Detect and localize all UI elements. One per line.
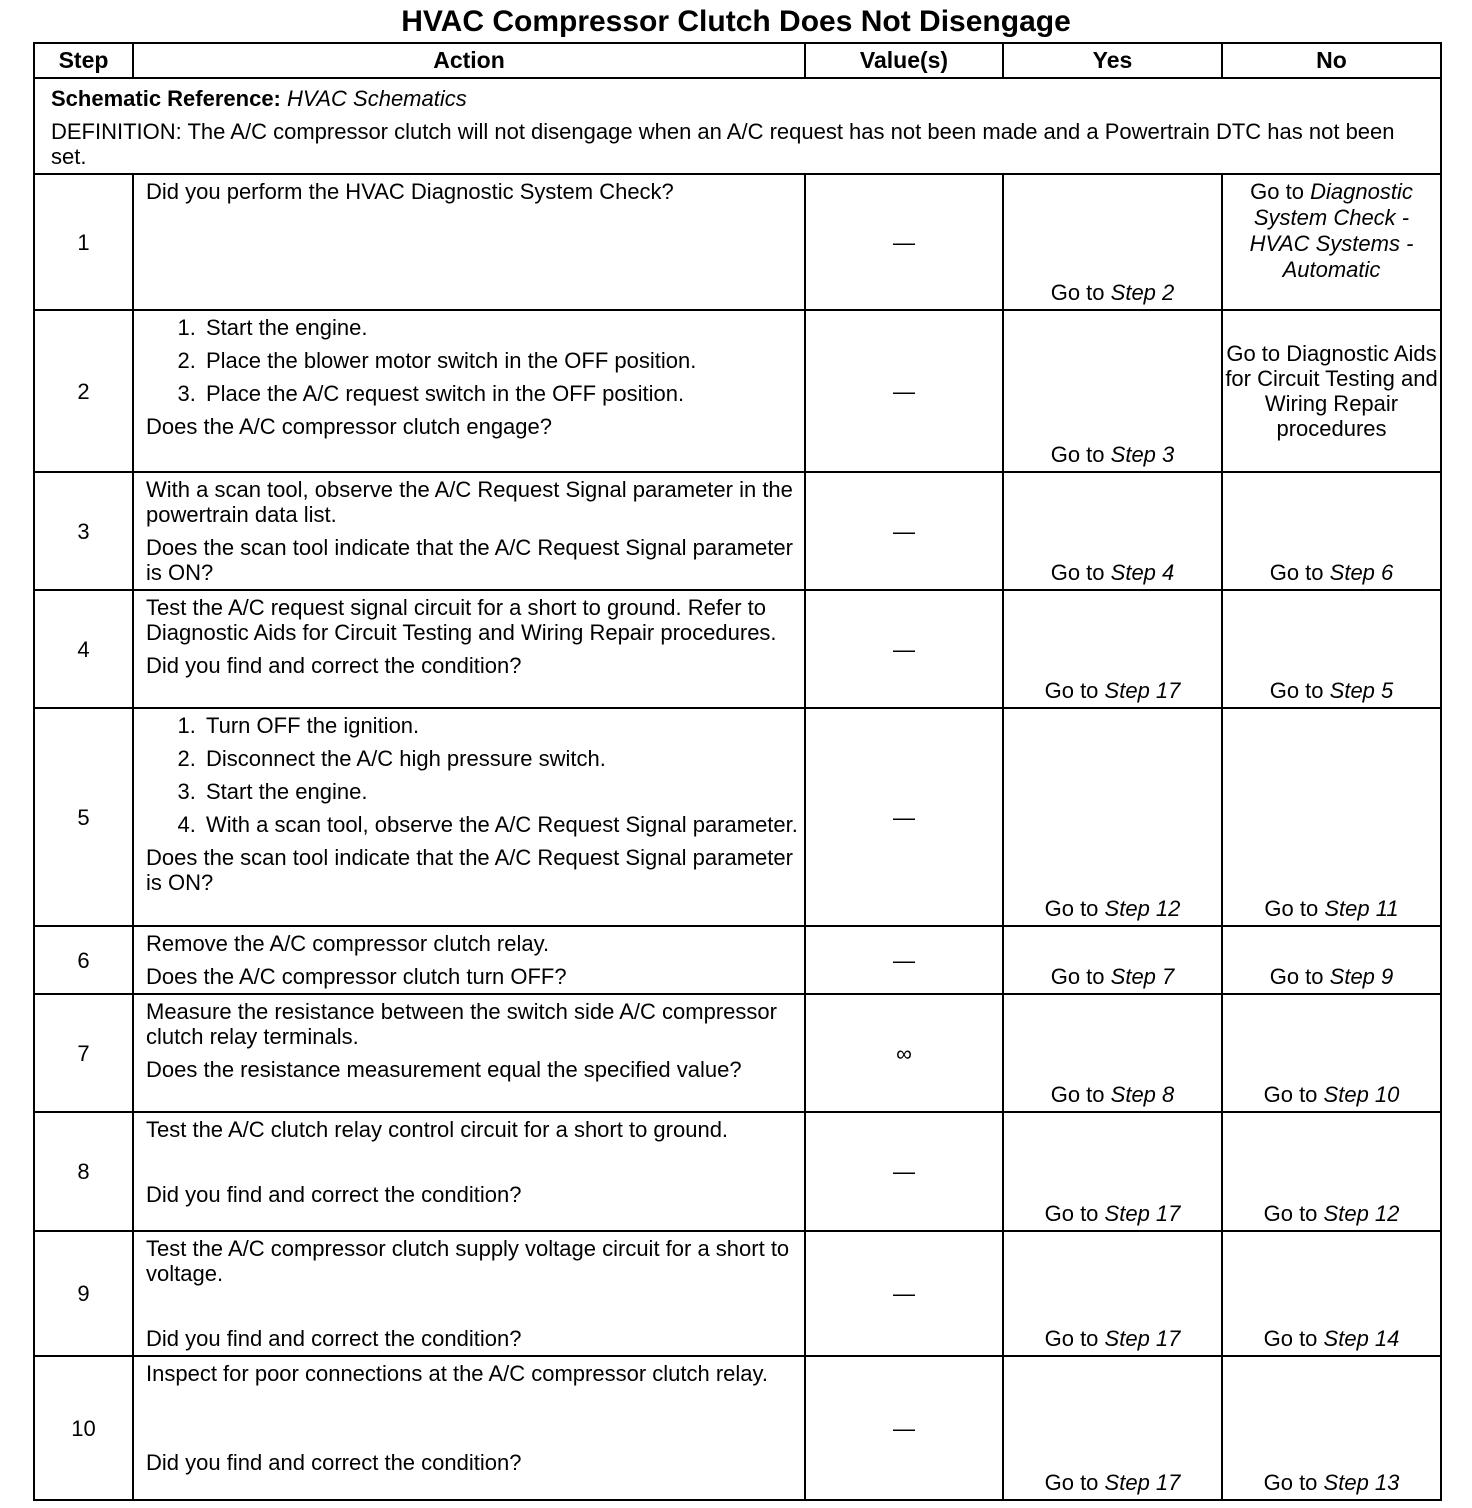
action-line: Measure the resistance between the switch side A/C compressor clutch relay terminals. — [146, 999, 777, 1049]
definition-text: DEFINITION: The A/C compressor clutch will not disengage when an A/C request has not been made and a Powertrain DTC has not been set. — [51, 118, 1395, 169]
action-list — [146, 713, 798, 837]
step-number: 8 — [34, 1112, 133, 1231]
no-step-ref: Step 13 — [1323, 1470, 1400, 1495]
goto-label: Go to — [1050, 280, 1105, 305]
value-cell: — — [805, 310, 1003, 472]
yes-step-ref: Step 17 — [1104, 1201, 1181, 1226]
yes-cell — [1003, 174, 1222, 310]
schematic-reference-link: HVAC Schematics — [287, 85, 467, 111]
table-row — [34, 1231, 1441, 1356]
yes-step-ref: Step 3 — [1110, 442, 1175, 467]
action-line: Test the A/C request signal circuit for a short to ground. Refer to Diagnostic Aids for Circuit Testing and Wiring Repair procedures. — [146, 595, 777, 645]
action-list-item: 3. Place the A/C request switch in the OFF position. — [202, 381, 798, 406]
action-line: With a scan tool, observe the A/C Request Signal parameter in the powertrain data list. — [146, 477, 793, 527]
yes-cell — [1003, 926, 1222, 994]
action-cell — [133, 1231, 805, 1356]
yes-step-ref: Step 4 — [1110, 560, 1175, 585]
no-cell — [1222, 994, 1441, 1112]
no-step-ref: Step 14 — [1323, 1326, 1400, 1351]
action-question: Does the A/C compressor clutch turn OFF? — [146, 964, 567, 989]
yes-cell — [1003, 1356, 1222, 1500]
header-step: Step — [34, 43, 133, 78]
action-question: Did you find and correct the condition? — [146, 653, 522, 678]
action-list-item: 4. With a scan tool, observe the A/C Request Signal parameter. — [202, 812, 798, 837]
action-list-item: 3. Start the engine. — [202, 779, 798, 804]
action-line: Test the A/C compressor clutch supply voltage circuit for a short to voltage. — [146, 1236, 790, 1286]
header-no: No — [1222, 43, 1441, 78]
value-cell: — — [805, 926, 1003, 994]
header-values: Value(s) — [805, 43, 1003, 78]
no-cell — [1222, 472, 1441, 590]
action-question: Did you find and correct the condition? — [146, 1450, 522, 1475]
action-line: Remove the A/C compressor clutch relay. — [146, 931, 550, 956]
table-row — [34, 994, 1441, 1112]
action-line: Did you perform the HVAC Diagnostic System Check? — [146, 179, 674, 204]
no-step-ref: Step 5 — [1329, 678, 1394, 703]
action-line: Test the A/C clutch relay control circuit for a short to ground. — [146, 1117, 729, 1142]
action-list-item: 2. Disconnect the A/C high pressure switch. — [202, 746, 798, 771]
goto-label: Go to — [1050, 964, 1105, 989]
goto-label: Go to — [1263, 1082, 1318, 1107]
yes-cell — [1003, 994, 1222, 1112]
step-number: 3 — [34, 472, 133, 590]
yes-step-ref: Step 17 — [1104, 678, 1181, 703]
table-row — [34, 708, 1441, 926]
goto-label: Go to — [1050, 560, 1105, 585]
no-step-ref: Step 11 — [1324, 896, 1399, 921]
goto-label: Go to — [1263, 1470, 1318, 1495]
no-step-ref: Step 10 — [1323, 1082, 1400, 1107]
schematic-reference-label: Schematic Reference: — [51, 85, 281, 111]
header-row — [34, 43, 1441, 78]
action-question: Did you find and correct the condition? — [146, 1182, 522, 1207]
action-question: Does the A/C compressor clutch engage? — [146, 414, 553, 439]
action-cell — [133, 1356, 805, 1500]
action-line: Inspect for poor connections at the A/C compressor clutch relay. — [146, 1361, 769, 1386]
value-cell: — — [805, 1356, 1003, 1500]
action-cell — [133, 1112, 805, 1231]
action-question: Does the scan tool indicate that the A/C Request Signal parameter is ON? — [146, 845, 793, 895]
step-number: 10 — [34, 1356, 133, 1500]
no-cell: Go to Diagnostic Aids for Circuit Testing and Wiring Repair procedures — [1222, 310, 1441, 472]
yes-step-ref: Step 17 — [1104, 1326, 1181, 1351]
document-title: HVAC Compressor Clutch Does Not Disengage — [401, 5, 1071, 38]
yes-step-ref: Step 12 — [1104, 896, 1181, 921]
no-cell — [1222, 1231, 1441, 1356]
value-cell: ∞ — [805, 994, 1003, 1112]
yes-step-ref: Step 17 — [1104, 1470, 1181, 1495]
step-number: 2 — [34, 310, 133, 472]
yes-cell — [1003, 1112, 1222, 1231]
reference-cell — [34, 78, 1441, 174]
header-action: Action — [133, 43, 805, 78]
table-row — [34, 1356, 1441, 1500]
table-row — [34, 1112, 1441, 1231]
value-cell: — — [805, 1112, 1003, 1231]
value-cell: — — [805, 1231, 1003, 1356]
goto-label: Go to — [1050, 1082, 1105, 1107]
no-step-ref: Step 12 — [1323, 1201, 1400, 1226]
yes-step-ref: Step 2 — [1110, 280, 1175, 305]
goto-label: Go to — [1044, 678, 1099, 703]
yes-step-ref: Step 8 — [1110, 1082, 1175, 1107]
goto-label: Go to — [1050, 442, 1105, 467]
action-list-item: 2. Place the blower motor switch in the OFF position. — [202, 348, 798, 373]
no-step-ref: Step 9 — [1329, 964, 1394, 989]
step-number: 9 — [34, 1231, 133, 1356]
table-row — [34, 310, 1441, 472]
value-cell: — — [805, 708, 1003, 926]
step-number: 5 — [34, 708, 133, 926]
action-cell — [133, 708, 805, 926]
header-yes: Yes — [1003, 43, 1222, 78]
action-cell — [133, 174, 805, 310]
table-row — [34, 590, 1441, 708]
no-procedure-ref: Diagnostic System Check - HVAC Systems - Automatic — [1249, 179, 1414, 282]
goto-label: Go to — [1263, 1201, 1318, 1226]
no-cell — [1222, 174, 1441, 310]
yes-cell — [1003, 708, 1222, 926]
step-number: 4 — [34, 590, 133, 708]
action-cell — [133, 472, 805, 590]
yes-cell — [1003, 590, 1222, 708]
no-cell — [1222, 926, 1441, 994]
yes-cell — [1003, 1231, 1222, 1356]
action-cell — [133, 994, 805, 1112]
action-list-item: 1. Turn OFF the ignition. — [202, 713, 798, 738]
step-number: 7 — [34, 994, 133, 1112]
yes-step-ref: Step 7 — [1110, 964, 1175, 989]
no-cell — [1222, 708, 1441, 926]
action-question: Does the scan tool indicate that the A/C Request Signal parameter is ON? — [146, 535, 793, 585]
action-cell — [133, 926, 805, 994]
action-list-item: 1. Start the engine. — [202, 315, 798, 340]
yes-cell — [1003, 472, 1222, 590]
goto-label: Go to — [1269, 964, 1324, 989]
goto-label: Go to — [1269, 560, 1324, 585]
goto-label: Go to — [1269, 678, 1324, 703]
value-cell: — — [805, 472, 1003, 590]
no-cell — [1222, 1112, 1441, 1231]
no-cell — [1222, 590, 1441, 708]
goto-label: Go to — [1250, 179, 1304, 204]
goto-label: Go to — [1044, 1470, 1099, 1495]
diagnostic-table — [33, 42, 1442, 1501]
action-list — [146, 315, 798, 406]
no-step-ref: Step 6 — [1329, 560, 1394, 585]
table-row — [34, 174, 1441, 310]
reference-row — [34, 78, 1441, 174]
action-cell — [133, 310, 805, 472]
goto-label: Go to — [1044, 1201, 1099, 1226]
table-row — [34, 472, 1441, 590]
goto-label: Go to — [1264, 896, 1319, 921]
yes-cell — [1003, 310, 1222, 472]
step-number: 1 — [34, 174, 133, 310]
goto-label: Go to — [1263, 1326, 1318, 1351]
table-row — [34, 926, 1441, 994]
action-question: Did you find and correct the condition? — [146, 1326, 522, 1351]
value-cell: — — [805, 174, 1003, 310]
goto-label: Go to — [1044, 896, 1099, 921]
action-question: Does the resistance measurement equal the specified value? — [146, 1057, 742, 1082]
action-cell — [133, 590, 805, 708]
step-number: 6 — [34, 926, 133, 994]
goto-label: Go to — [1044, 1326, 1099, 1351]
value-cell: — — [805, 590, 1003, 708]
no-cell — [1222, 1356, 1441, 1500]
